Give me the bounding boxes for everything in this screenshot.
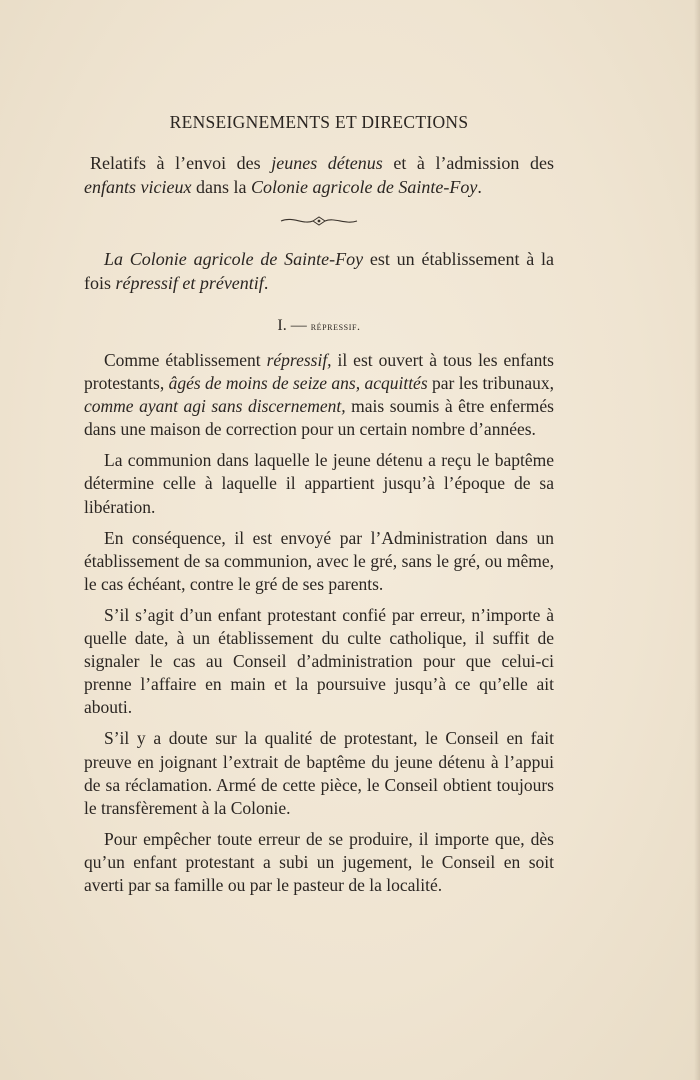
text-run-italic: comme ayant agi sans discernement, [84,396,346,417]
intro-run: . [263,273,269,293]
text-run: Comme établissement [104,350,267,370]
subtitle-run-italic: Colonie agricole de Sainte-Foy [250,177,478,197]
document-subtitle [84,151,554,199]
subtitle-run-italic: enfants vicieux [84,177,192,197]
document-body [84,112,554,897]
text-run: La communion dans laquelle le jeune détenu a reçu le baptême détermine celle à laquelle il appartient jusqu’à l’époque de sa libération. [84,450,554,517]
paragraph [84,828,554,897]
document-title: RENSEIGNEMENTS ET DIRECTIONS [169,112,469,132]
paragraph [84,449,554,518]
paragraph [84,727,554,819]
subtitle-run: Relatifs à l’envoi des [90,153,272,173]
text-run: S’il y a doute sur la qualité de protestant, le Conseil en fait preuve en joignant l’extrait de baptême du jeune détenu à l’appui de sa réclamation. Armé de cette pièce, le Conseil obtient toujours le transfèrement à la Colonie. [84,728,554,818]
text-run: mais soumis à être enfermés dans une maison de correction pour un certain nombre d’années. [84,396,554,440]
section-heading [84,317,554,335]
paragraph [84,349,554,441]
page-edge-shadow [694,0,700,1080]
intro-run-italic: répressif et préventif [115,273,264,293]
subtitle-run: . [477,177,482,197]
text-run: Pour empêcher toute erreur de se produire, il importe que, dès qu’un enfant protestant a subi un jugement, le Conseil en soit averti par sa famille ou par le pasteur de la localité. [84,828,554,895]
text-run-italic: répressif, [266,350,332,370]
intro-run: est un établissement à la fois [84,249,554,293]
subtitle-run: et à l’admission des [382,153,554,173]
text-run: S’il s’agit d’un enfant protestant confié par erreur, n’importe à quelle date, à un établissement du culte catholique, il suffit de signaler le cas au Conseil d’administration pour que celui-ci prenne l’affaire en main et la poursuive jusqu’à ce qu’elle ait abouti. [84,604,554,718]
text-run: il est ouvert à tous les enfants protestants, [84,350,554,394]
subtitle-run: dans la [191,177,251,197]
paragraph [84,527,554,596]
text-run: En conséquence, il est envoyé par l’Administration dans un établissement de sa communion, avec le gré, sans le gré, ou même, le cas échéant, contre le gré de ses parents. [84,527,554,594]
section-number: I. [277,317,287,334]
text-run-italic: âgés de moins de seize ans, acquittés [168,373,428,394]
intro-run-italic: La Colonie agricole de Sainte-Foy [104,249,364,269]
intro-paragraph [84,247,554,295]
ornament-divider-icon [279,215,359,227]
section-label: répressif. [310,319,361,333]
subtitle-run-italic: jeunes détenus [271,153,383,173]
text-run: par les tribunaux, [427,373,554,394]
paragraph [84,604,554,719]
section-dash: — [286,317,311,334]
